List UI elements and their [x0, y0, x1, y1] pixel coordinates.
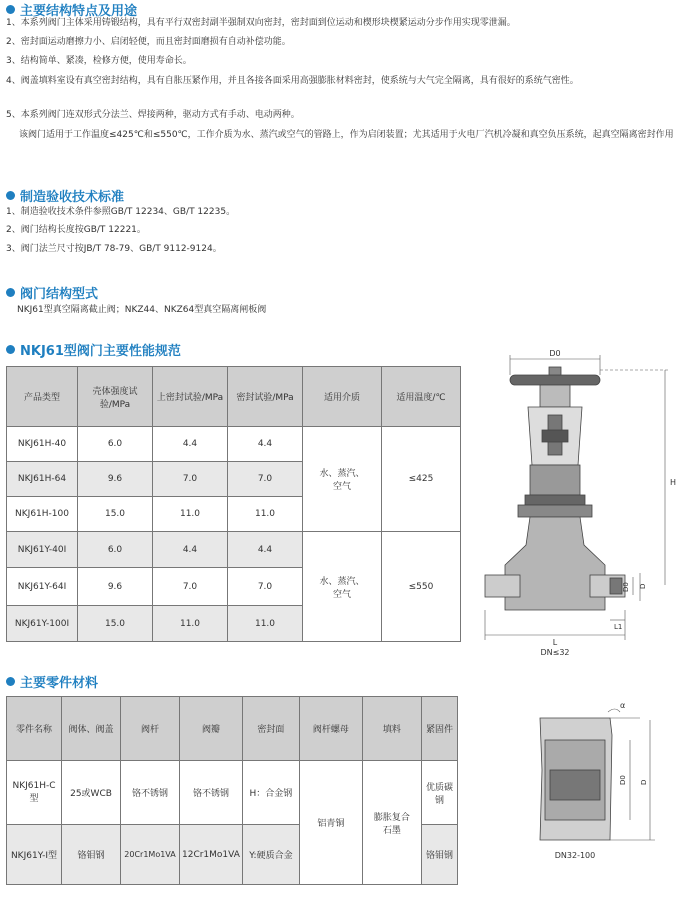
cell-shell: 9.6 — [78, 568, 153, 606]
cell-type: NKJ61H-40 — [7, 427, 78, 462]
col-header: 上密封试验/MPa — [153, 367, 228, 427]
label-d: D — [639, 583, 647, 589]
col-header: 紧固件 — [421, 697, 457, 761]
cell-seal: 4.4 — [228, 532, 303, 568]
col-header: 密封面 — [242, 697, 299, 761]
cell-temp: ≤550 — [382, 532, 461, 642]
cell-seal: 7.0 — [228, 568, 303, 606]
label-h: H — [670, 478, 677, 487]
feature-item: 5、本系列阀门连双形式分法兰、焊接两种，驱动方式有手动、电动两种。 — [6, 110, 300, 120]
table-row — [7, 532, 461, 568]
structure-text: NKJ61型真空隔离截止阀；NKZ44、NKZ64型真空隔离闸板阀 — [17, 305, 267, 315]
cell-seal: 11.0 — [228, 497, 303, 532]
cell-disc: 铬不锈钢 — [180, 761, 243, 825]
col-header: 阀杆螺母 — [299, 697, 362, 761]
cell-upper: 7.0 — [153, 568, 228, 606]
cell-shell: 6.0 — [78, 532, 153, 568]
cell-upper: 4.4 — [153, 532, 228, 568]
table-row — [7, 761, 458, 825]
label-l: L — [552, 638, 558, 647]
cell-body: 铬钼钢 — [62, 825, 121, 885]
cell-medium: 水、蒸汽、空气 — [303, 427, 382, 532]
cell-seal: 4.4 — [228, 427, 303, 462]
section-title-standards: 制造验收技术标准 — [6, 186, 124, 205]
col-header: 适用介质 — [303, 367, 382, 427]
label-alpha: α — [620, 701, 626, 710]
col-header: 阀瓣 — [180, 697, 243, 761]
cell-stem: 20Cr1Mo1VA — [121, 825, 180, 885]
cell-packing: 膨胀复合石墨 — [362, 761, 421, 885]
label-l1: L1 — [614, 623, 623, 631]
cell-type: NKJ61H-100 — [7, 497, 78, 532]
label-d0-side: D0 — [622, 582, 630, 592]
standard-item: 1、制造验收技术条件参照GB/T 12234、GB/T 12235。 — [6, 207, 236, 217]
col-header: 阀体、阀盖 — [62, 697, 121, 761]
cell-seal: 7.0 — [228, 462, 303, 497]
application-text: 该阀门适用于工作温度≤425℃和≤550℃，工作介质为水、蒸汽或空气的管路上，作为启闭装置；尤其适用于火电厂汽机冷凝和真空负压系统，起真空隔离密封作用 — [19, 130, 674, 140]
cell-disc: 12Cr1Mo1VA — [180, 825, 243, 885]
cell-shell: 9.6 — [78, 462, 153, 497]
bullet-icon — [6, 677, 15, 686]
cell-upper: 7.0 — [153, 462, 228, 497]
standard-item: 3、阀门法兰尺寸按JB/T 78-79、GB/T 9112-9124。 — [6, 244, 222, 254]
cell-type: NKJ61H-64 — [7, 462, 78, 497]
cell-temp: ≤425 — [382, 427, 461, 532]
cell-name: NKJ61H-C型 — [7, 761, 62, 825]
cell-name: NKJ61Y-I型 — [7, 825, 62, 885]
col-header: 密封试验/MPa — [228, 367, 303, 427]
col-header: 适用温度/℃ — [382, 367, 461, 427]
cell-shell: 15.0 — [78, 497, 153, 532]
cell-fastener: 铬钼钢 — [421, 825, 457, 885]
feature-item: 4、阀盖填料室设有真空密封结构，具有自胀压紧作用，并且各接各面采用高强膨胀材料密封，使系统与大气完全隔离，具有很好的系统气密性。 — [6, 76, 579, 86]
cell-upper: 11.0 — [153, 497, 228, 532]
cell-type: NKJ61Y-40I — [7, 532, 78, 568]
cell-fastener: 优质碳钢 — [421, 761, 457, 825]
label-dn: DN32-100 — [554, 851, 596, 860]
table-row — [7, 427, 461, 462]
section-title-structure: 阀门结构型式 — [6, 283, 98, 302]
performance-table — [6, 366, 461, 642]
standard-item: 2、阀门结构长度按GB/T 12221。 — [6, 225, 146, 235]
feature-item: 3、结构简单、紧凑，检修方便，使用寿命长。 — [6, 56, 192, 66]
bullet-icon — [6, 191, 15, 200]
cell-type: NKJ61Y-100I — [7, 606, 78, 642]
cell-seal: Y:硬质合金 — [242, 825, 299, 885]
section-title-performance: NKJ61型阀门主要性能规范 — [6, 340, 181, 359]
label-d0: D0 — [619, 775, 627, 785]
col-header: 产品类型 — [7, 367, 78, 427]
valve-assembly-diagram — [470, 345, 700, 660]
bullet-icon — [6, 345, 15, 354]
label-dn: DN≤32 — [540, 648, 570, 657]
cell-medium: 水、蒸汽、空气 — [303, 532, 382, 642]
cell-upper: 11.0 — [153, 606, 228, 642]
col-header: 壳体强度试验/MPa — [78, 367, 153, 427]
weld-end-diagram — [520, 700, 695, 865]
col-header: 阀杆 — [121, 697, 180, 761]
cell-nut: 铝青铜 — [299, 761, 362, 885]
cell-shell: 6.0 — [78, 427, 153, 462]
cell-type: NKJ61Y-64I — [7, 568, 78, 606]
label-d0: D0 — [549, 349, 561, 358]
label-d: D — [640, 779, 648, 785]
cell-upper: 4.4 — [153, 427, 228, 462]
cell-shell: 15.0 — [78, 606, 153, 642]
feature-item: 2、密封面运动磨擦力小、启闭轻便，而且密封面磨损有自动补偿功能。 — [6, 37, 291, 47]
bullet-icon — [6, 288, 15, 297]
materials-table — [6, 696, 458, 885]
cell-body: 25或WCB — [62, 761, 121, 825]
cell-seal: H：合金钢 — [242, 761, 299, 825]
cell-seal: 11.0 — [228, 606, 303, 642]
bullet-icon — [6, 5, 15, 14]
cell-stem: 铬不锈钢 — [121, 761, 180, 825]
col-header: 零件名称 — [7, 697, 62, 761]
feature-item: 1、本系列阀门主体采用铸锻结构，具有平行双密封副半强制双向密封，密封面到位运动和楔形块楔紧运动分步作用实现零泄漏。 — [6, 18, 516, 28]
col-header: 填料 — [362, 697, 421, 761]
section-title-materials: 主要零件材料 — [6, 672, 98, 691]
section-title-features: 主要结构特点及用途 — [6, 0, 137, 19]
